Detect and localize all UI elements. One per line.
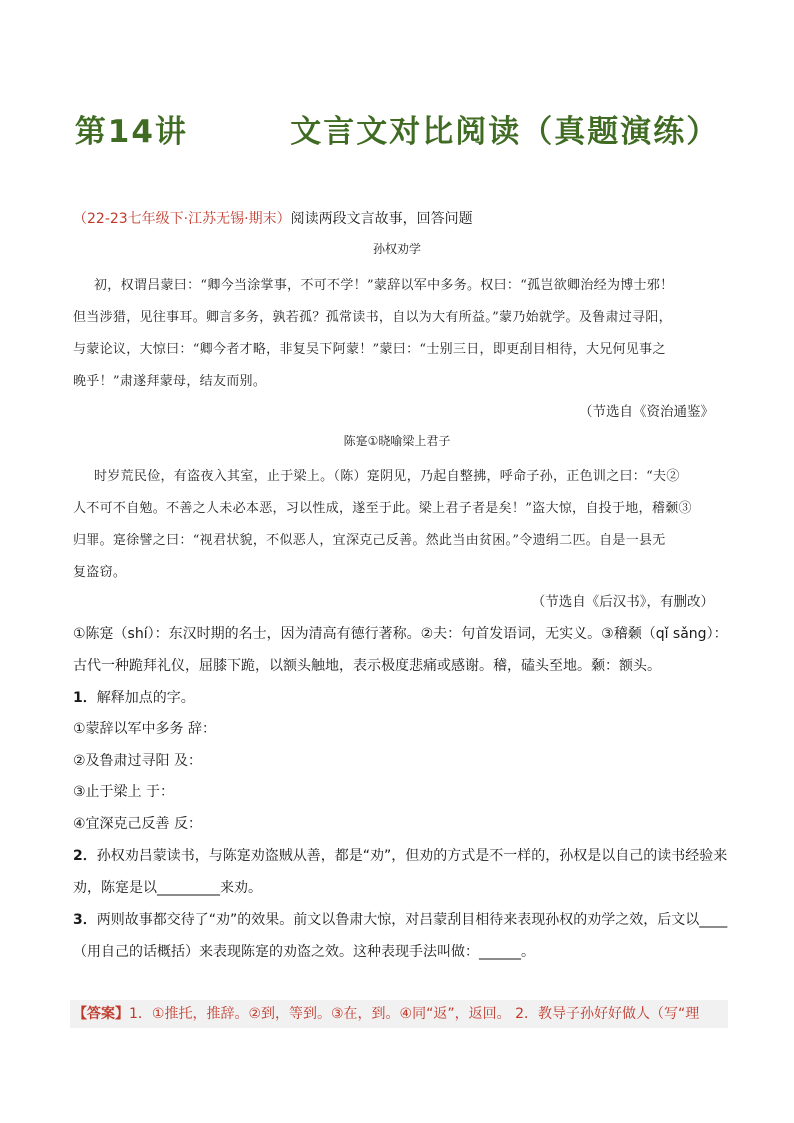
question-2 [73, 845, 727, 865]
answer-text: 1．①推托，推辞。②到，等到。③在，到。④同“返”，返回。 2．教导子孙好好做人（写“理 [129, 1006, 700, 1022]
passage2-title: 陈寔①晓喻梁上君子 [343, 434, 451, 448]
question-text: 孙权劝吕蒙读书，与陈寔劝盗贼从善，都是“劝”，但劝的方式是不一样的，孙权是以自己的读书经验来 [96, 848, 728, 864]
q1-item: ④宜深克己反善 反： [73, 816, 203, 832]
passage1-line: 初，权谓吕蒙曰：“卿今当涂掌事，不可不学！”蒙辞以军中多务。权曰：“孤岂欲卿治经为博士邪！ [94, 278, 674, 293]
passage1-line: 晚乎！”肃遂拜蒙母，结友而别。 [73, 374, 267, 389]
question-text: 解释加点的字。 [96, 690, 195, 706]
answer-bar [70, 1000, 728, 1028]
passage1-title: 孙权劝学 [372, 242, 421, 256]
answer-label: 【答案】 [73, 1006, 129, 1022]
question-1 [73, 687, 195, 707]
question-number: 3． [73, 912, 97, 928]
question-text: 两则故事都交待了“劝”的效果。前文以鲁肃大惊，对吕蒙刮目相待来表现孙权的劝学之效，后文以____ [96, 912, 728, 928]
passage2-line: 归罪。寔徐譬之曰：“视君状貌，不似恶人，宜深克己反善。然此当由贫困。”令遗绢二匹。自是一县无 [73, 533, 666, 548]
page-title: 第14讲 文言文对比阅读（真题演练） [74, 114, 720, 150]
question-3 [73, 909, 727, 929]
passage2-line: 复盗窃。 [73, 565, 127, 580]
passage1-line: 与蒙论议，大惊曰：“卿今者才略，非复吴下阿蒙！”蒙曰：“士别三日，即更刮目相待，大兄何见事之 [73, 342, 666, 357]
question-number: 2． [73, 848, 97, 864]
footnote-line: 古代一种跪拜礼仪，屈膝下跪，以额头触地，表示极度悲痛或感谢。稽，磕头至地。颡：额头。 [73, 658, 661, 674]
passage2-source: （节选自《后汉书》，有删改） [531, 594, 714, 610]
question-source [73, 208, 473, 228]
source-tag: （22-23七年级下·江苏无锡·期末） [73, 211, 291, 227]
passage1-line: 但当涉猎，见往事耳。卿言多务，孰若孤？孤常读书，自以为大有所益。”蒙乃始就学。及鲁肃过寻阳， [73, 310, 672, 325]
question-3-continued: （用自己的话概括）来表现陈寔的劝盗之效。这种表现手法叫做：______。 [73, 944, 535, 960]
passage2-line: 时岁荒民俭，有盗夜入其室，止于梁上。（陈）寔阴见，乃起自整拂，呼命子孙，正色训之曰：“夫② [94, 469, 680, 484]
footnote-line: ①陈寔（shí）：东汉时期的名士，因为清高有德行著称。②夫：句首发语词，无实义。③稽颡（qǐ sǎng）： [73, 626, 728, 642]
passage2-line: 人不可不自勉。不善之人未必本恶，习以性成，遂至于此。梁上君子者是矣！”盗大惊，自投于地，稽颡③ [73, 501, 692, 516]
q1-item: ③止于梁上 于： [73, 784, 175, 800]
question-2-continued: 劝，陈寔是以_________来劝。 [73, 880, 262, 896]
source-instruction: 阅读两段文言故事，回答问题 [290, 211, 473, 227]
passage1-source: （节选自《资治通鉴》 [579, 404, 714, 420]
question-number: 1． [73, 690, 97, 706]
q1-item: ②及鲁肃过寻阳 及： [73, 753, 203, 769]
q1-item: ①蒙辞以军中多务 辞： [73, 721, 217, 737]
